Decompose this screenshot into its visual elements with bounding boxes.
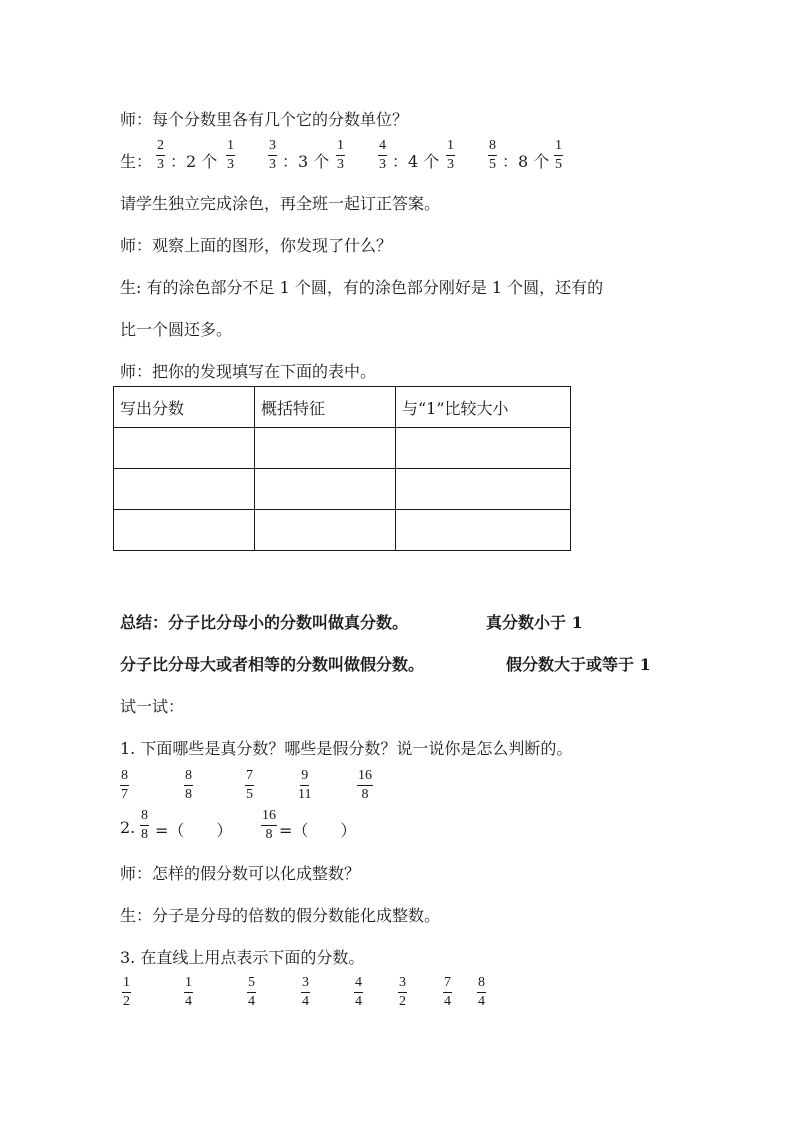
fraction: $\frac{7}{4}$ (444, 975, 451, 1009)
summary-proper-compare: 真分数小于 1 (486, 613, 583, 632)
fraction: $\frac{2}{3}$ (157, 138, 164, 172)
try-heading: 试一试： (120, 697, 185, 716)
fraction: $\frac{1}{3}$ (337, 138, 344, 172)
table-cell[interactable] (255, 428, 396, 469)
unit-count: ：4 个 (392, 152, 440, 171)
question-2-number: 2. (120, 818, 136, 837)
findings-table (113, 386, 571, 551)
fraction: $\frac{4}{4}$ (355, 975, 362, 1009)
fraction: $\frac{4}{3}$ (379, 138, 386, 172)
teacher-question-1: 师：每个分数里各有几个它的分数单位？ (120, 110, 409, 129)
teacher-question-2: 师：观察上面的图形，你发现了什么？ (120, 236, 393, 255)
answer-blank[interactable]: =（ ） (155, 821, 233, 840)
table-cell[interactable] (255, 510, 396, 551)
fraction: $\frac{1}{2}$ (123, 975, 130, 1009)
table-cell[interactable] (396, 469, 571, 510)
fraction: $\frac{1}{3}$ (227, 138, 234, 172)
summary-proper-fraction: 总结：分子比分母小的分数叫做真分数。 (120, 613, 409, 632)
table-cell[interactable] (255, 469, 396, 510)
summary-improper-fraction: 分子比分母大或者相等的分数叫做假分数。 (120, 655, 425, 674)
fraction: $\frac{3}{4}$ (302, 975, 309, 1009)
fraction: $\frac{8}{8}$ (185, 768, 192, 802)
table-cell[interactable] (114, 469, 255, 510)
teacher-question-3: 师：怎样的假分数可以化成整数？ (120, 864, 361, 883)
student-answer-2-cont: 比一个圆还多。 (120, 320, 233, 339)
fraction: $\frac{16}{8}$ (262, 808, 276, 842)
fraction: $\frac{7}{5}$ (246, 768, 253, 802)
table-header: 概括特征 (255, 387, 396, 428)
student-answer-prefix: 生： (120, 152, 153, 171)
instruction-line: 请学生独立完成涂色，再全班一起订正答案。 (120, 194, 441, 213)
student-answer-2: 生: 有的涂色部分不足 1 个圆，有的涂色部分刚好是 1 个圆，还有的 (120, 278, 604, 297)
fraction: $\frac{8}{4}$ (478, 975, 485, 1009)
fraction: $\frac{16}{8}$ (358, 768, 372, 802)
table-cell[interactable] (396, 428, 571, 469)
answer-blank[interactable]: =（ ） (279, 821, 357, 840)
table-cell[interactable] (114, 428, 255, 469)
teacher-instruction-table: 师：把你的发现填写在下面的表中。 (120, 362, 377, 381)
unit-count: ：8 个 (502, 152, 550, 171)
fraction: $\frac{8}{8}$ (141, 808, 148, 842)
fraction: $\frac{1}{5}$ (555, 138, 562, 172)
table-header: 与“1”比较大小 (396, 387, 571, 428)
fraction: $\frac{8}{7}$ (121, 768, 128, 802)
table-cell[interactable] (114, 510, 255, 551)
table-row (114, 428, 571, 469)
fraction: $\frac{5}{4}$ (248, 975, 255, 1009)
table-header: 写出分数 (114, 387, 255, 428)
table-row (114, 469, 571, 510)
question-3: 3. 在直线上用点表示下面的分数。 (120, 948, 365, 967)
fraction: $\frac{1}{3}$ (447, 138, 454, 172)
summary-improper-compare: 假分数大于或等于 1 (506, 655, 651, 674)
table-cell[interactable] (396, 510, 571, 551)
table-row (114, 510, 571, 551)
fraction: $\frac{8}{5}$ (489, 138, 496, 172)
student-answer-3: 生：分子是分母的倍数的假分数能化成整数。 (120, 906, 441, 925)
fraction: $\frac{3}{3}$ (269, 138, 276, 172)
question-1: 1. 下面哪些是真分数？哪些是假分数？说一说你是怎么判断的。 (120, 739, 573, 758)
fraction: $\frac{1}{4}$ (185, 975, 192, 1009)
table-header-row (114, 387, 571, 428)
unit-count: ：2 个 (170, 152, 218, 171)
unit-count: ：3 个 (282, 152, 330, 171)
fraction: $\frac{9}{11}$ (298, 768, 312, 802)
fraction: $\frac{3}{2}$ (399, 975, 406, 1009)
